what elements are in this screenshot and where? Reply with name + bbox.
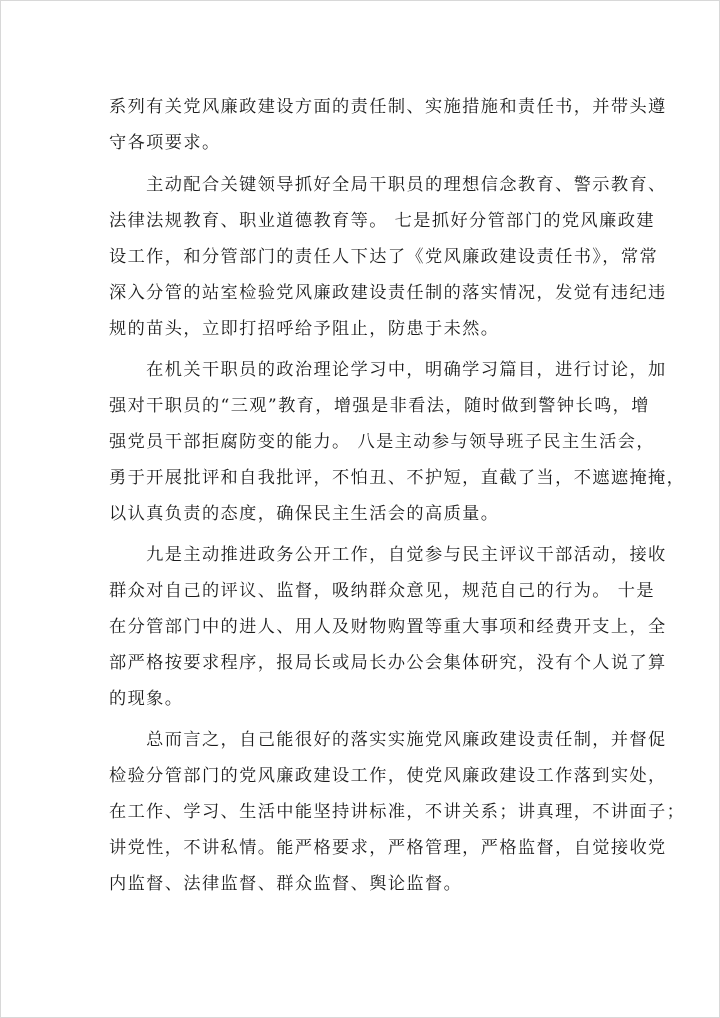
text-line: 在机关干职员的政治理论学习中，明确学习篇目，进行讨论，加 [109, 360, 667, 380]
text-line: 主动配合关键领导抓好全局干职员的理想信念教育、警示教育、 [109, 175, 667, 195]
text-line: 内监督、法律监督、群众监督、舆论监督。 [109, 874, 463, 894]
text-line: 部严格按要求程序，报局长或局长办公会集体研究，没有个人说了算 [109, 653, 667, 673]
text-line: 系列有关党风廉政建设方面的责任制、实施措施和责任书，并带头遵 [109, 97, 667, 117]
text-line: 九是主动推进政务公开工作，自觉参与民主评议干部活动，接收 [109, 545, 667, 565]
text-line: 强党员干部拒腐防变的能力。 八是主动参与领导班子民主生活会， [109, 432, 655, 452]
text-line: 检验分管部门的党风廉政建设工作，使党风廉政建设工作落到实处， [109, 766, 667, 786]
text-line: 深入分管的站室检验党风廉政建设责任制的落实情况，发觉有违纪违 [109, 283, 667, 303]
paragraph-4 [109, 537, 667, 717]
text-line: 规的苗头，立即打招呼给予阻止，防患于未然。 [109, 319, 500, 339]
text-line: 强对干职员的“三观”教育，增强是非看法，随时做到警钟长鸣，增 [109, 396, 650, 416]
text-line: 在分管部门中的进人、用人及财物购置等重大事项和经费开支上，全 [109, 617, 667, 637]
text-line: 法律法规教育、职业道德教育等。 七是抓好分管部门的党风廉政建 [109, 211, 655, 231]
paragraph-1 [109, 89, 667, 161]
text-line: 讲党性，不讲私情。能严格要求，严格管理，严格监督，自觉接收党 [109, 838, 667, 858]
text-line: 的现象。 [109, 689, 184, 709]
paragraph-2 [109, 167, 667, 347]
text-line: 群众对自己的评议、监督，吸纳群众意见，规范自己的行为。 十是 [109, 581, 655, 601]
text-line: 在工作、学习、生活中能坚持讲标准，不讲关系；讲真理，不讲面子； [109, 802, 686, 822]
text-line: 勇于开展批评和自我批评，不怕丑、不护短，直截了当，不遮遮掩掩， [109, 468, 686, 488]
text-line: 守各项要求。 [109, 133, 221, 153]
paragraph-5 [109, 722, 686, 902]
text-line: 总而言之，自己能很好的落实实施党风廉政建设责任制，并督促 [109, 730, 667, 750]
text-line: 设工作，和分管部门的责任人下达了《党风廉政建设责任书》，常常 [109, 247, 659, 267]
text-line: 以认真负责的态度，确保民主生活会的高质量。 [109, 504, 500, 524]
paragraph-3 [109, 352, 686, 532]
